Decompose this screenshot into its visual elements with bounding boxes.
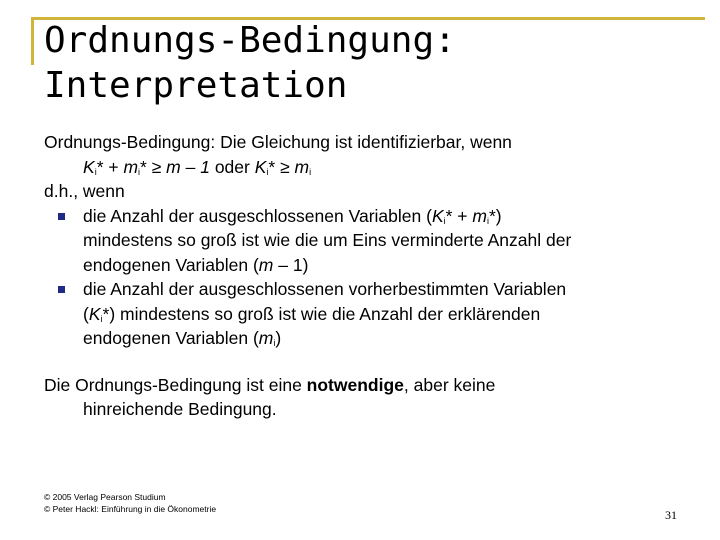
conclusion-bold: notwendige	[306, 374, 404, 395]
bullet-2-k: K	[88, 303, 101, 324]
bullet-item-2	[44, 277, 694, 302]
conclusion-line-2: hinreichende Bedingung.	[83, 399, 277, 419]
footer-line-2: © Peter Hackl: Einführung in die Ökonometrie	[44, 504, 217, 514]
order-condition-formula	[44, 155, 694, 180]
formula-sub-i-3: i	[266, 166, 269, 177]
bullet-item-1	[44, 204, 694, 229]
bullet-2-line-3-post: )	[275, 328, 282, 348]
bullet-2-line-2-pre: (	[83, 303, 89, 324]
conclusion-post: , aber keine	[403, 374, 496, 395]
title-frame-left-line	[31, 17, 34, 65]
page-number: 31	[665, 508, 677, 522]
bullet-2-line-1: die Anzahl der ausgeschlossenen vorherbestimmten Variablen	[83, 279, 567, 299]
bullet-1-post: *)	[488, 205, 502, 226]
formula-m-2: m	[294, 156, 310, 177]
slide-title	[44, 18, 704, 108]
title-line-1: Ordnungs-Bedingung:	[44, 20, 456, 61]
bullet-1-k: K	[431, 205, 444, 226]
formula-m: m	[123, 156, 139, 177]
bullet-1-sub-i: i	[443, 215, 446, 226]
dh-text: d.h., wenn	[44, 181, 125, 201]
formula-oder: oder	[209, 156, 255, 177]
bullet-1-line-3	[44, 253, 694, 278]
formula-k: K	[83, 156, 95, 177]
bullet-1-line-3-post: – 1)	[273, 254, 309, 275]
formula-star-geq-2: * ≥	[268, 156, 295, 177]
formula-k-2: K	[254, 156, 267, 177]
formula-star-geq: * ≥	[140, 156, 167, 177]
bullet-2-sub-i: i	[100, 313, 103, 324]
bullet-1-m: m	[472, 205, 487, 226]
formula-sub-i-4: i	[309, 166, 312, 177]
conclusion-line-1	[44, 373, 694, 398]
conclusion-pre: Die Ordnungs-Bedingung ist eine	[44, 374, 307, 395]
slide-body	[44, 130, 694, 422]
bullet-1-line-3-m: m	[258, 254, 274, 275]
title-line-2: Interpretation	[44, 65, 348, 106]
bullet-1-line-2: mindestens so groß ist wie die um Eins verminderte Anzahl der	[83, 230, 572, 250]
paragraph-gap	[44, 351, 694, 373]
formula-sub-i: i	[94, 166, 97, 177]
bullet-1-sub-i-2: i	[486, 215, 489, 226]
formula-star-plus: * +	[96, 156, 124, 177]
footer-line-1: © 2005 Verlag Pearson Studium	[44, 492, 166, 502]
bullet-1-line-1-pre: die Anzahl der ausgeschlossenen Variablen (	[83, 205, 432, 226]
footer-copyright	[44, 491, 216, 515]
bullet-2-line-2-post: *) mindestens so groß ist wie die Anzahl der erklärenden	[102, 303, 541, 324]
bullet-2-line-3-pre: endogenen Variablen (	[83, 328, 259, 348]
bullet-2-m: m	[258, 328, 274, 348]
bullet-1-line-3-pre: endogenen Variablen (	[83, 254, 259, 275]
definition-intro: Ordnungs-Bedingung: Die Gleichung ist identifizierbar, wenn	[44, 132, 512, 152]
formula-sub-i-2: i	[138, 166, 141, 177]
bullet-2-line-3	[44, 326, 694, 351]
formula-m-minus-one: m – 1	[166, 156, 210, 177]
square-bullet-icon	[58, 286, 65, 293]
square-bullet-icon	[58, 213, 65, 220]
bullet-1-mid: * +	[445, 205, 473, 226]
bullet-2-sub-i-2: i	[273, 338, 276, 348]
bullet-2-line-2	[44, 302, 694, 327]
